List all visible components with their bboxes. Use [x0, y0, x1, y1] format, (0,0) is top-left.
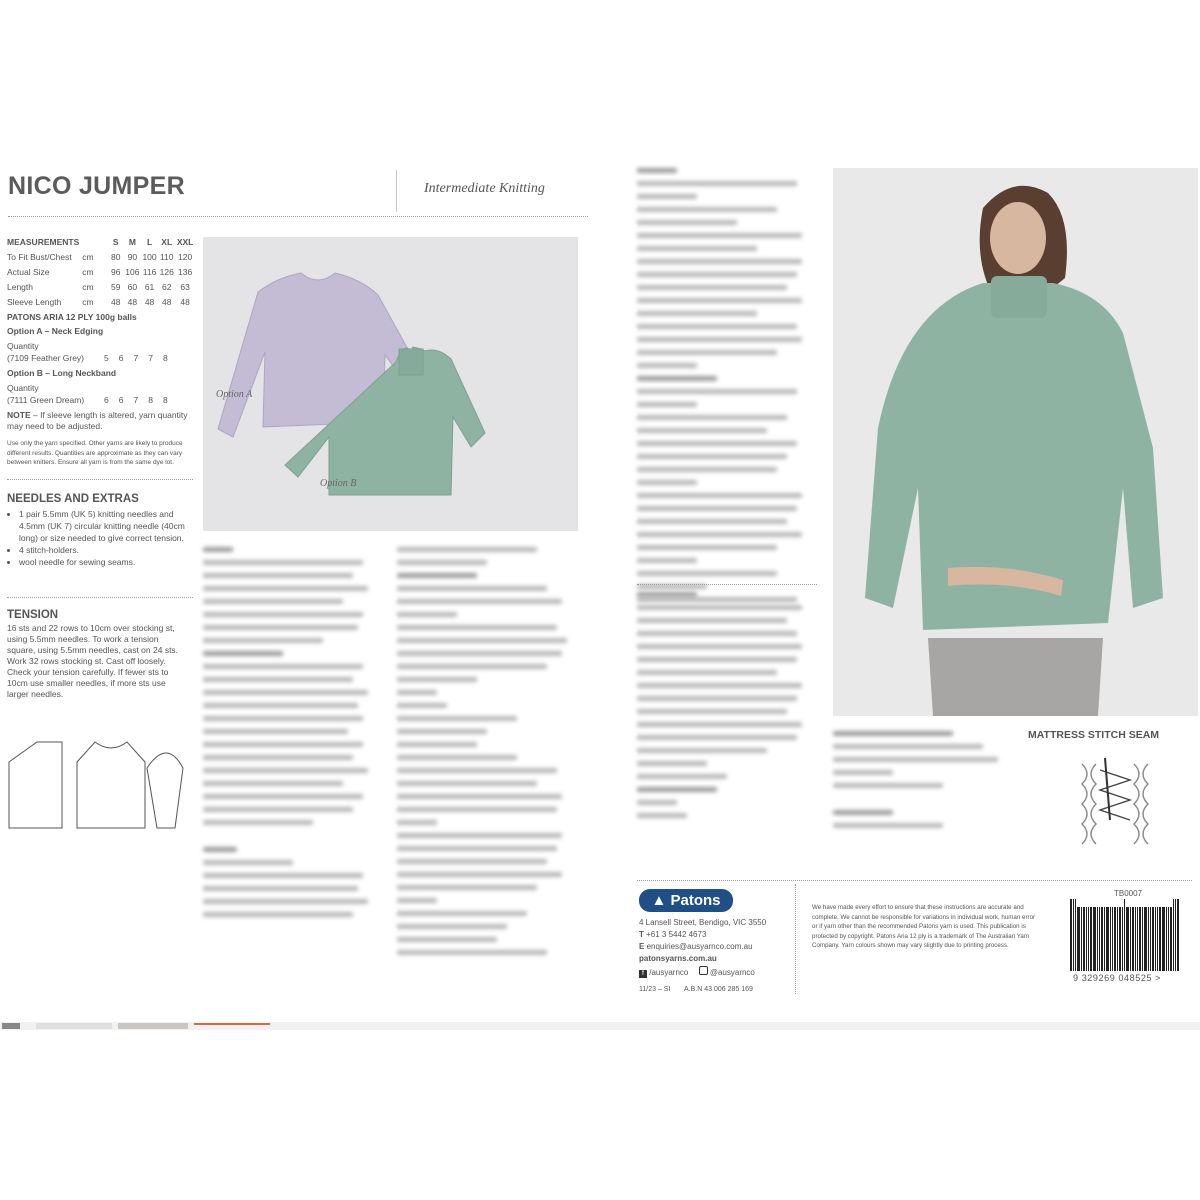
facebook-icon: f [639, 970, 647, 978]
neck-shaping-instructions [397, 547, 577, 963]
title-rule [8, 216, 588, 217]
measurement-value: 62 [162, 281, 172, 292]
option-a-caption: Option A [216, 389, 253, 400]
barcode-bar [1101, 907, 1103, 971]
email: enquiries@ausyarnco.com.au [646, 942, 753, 951]
model-photo [833, 168, 1198, 716]
long-neckband-instructions [833, 731, 1013, 836]
size-label: L [146, 236, 153, 247]
sleeves-instructions [637, 168, 817, 610]
barcode-bar [1142, 907, 1143, 971]
measurements-heading: MEASUREMENTS [7, 236, 80, 247]
facebook-handle: /ausyarnco [649, 968, 689, 977]
measurement-label: To Fit Bust/Chest [7, 251, 72, 262]
barcode-bar [1124, 899, 1125, 971]
measurement-value: 48 [180, 296, 190, 307]
barcode-bar [1166, 907, 1167, 971]
phone-label: T [639, 930, 644, 939]
instagram-icon [699, 966, 708, 975]
measurement-label: Actual Size [7, 266, 50, 277]
email-label: E [639, 942, 645, 951]
quantity-value: 6 [118, 353, 124, 363]
needles-heading: NEEDLES AND EXTRAS [7, 493, 139, 505]
barcode-bar [1117, 907, 1118, 971]
quantity-value: 7 [133, 395, 139, 405]
front-schematic [77, 742, 145, 828]
option-a-title: Option A – Neck Edging [7, 326, 104, 336]
barcode-bar [1114, 907, 1116, 971]
barcode-bar [1162, 907, 1165, 971]
barcode-bar [1177, 899, 1179, 971]
option-a-qty-label: Quantity [7, 341, 39, 351]
barcode-bar [1144, 907, 1147, 971]
option-a-colour: (7109 Feather Grey) [7, 353, 85, 363]
page-title: NICO JUMPER [8, 172, 185, 200]
barcode-bar [1097, 907, 1098, 971]
barcode-bar [1112, 907, 1113, 971]
measurement-unit: cm [82, 251, 94, 262]
option-a-quantities [104, 353, 168, 364]
quantity-value: 7 [148, 353, 153, 363]
section-rule [637, 584, 817, 585]
measurement-value: 61 [144, 281, 155, 292]
sleeve-schematic [147, 753, 183, 828]
back-front-instructions [203, 547, 378, 925]
measurement-value: 48 [162, 296, 172, 307]
thumbnail[interactable] [2, 1023, 20, 1029]
barcode-bar [1090, 907, 1092, 971]
option-b-quantities [104, 395, 168, 406]
measurement-value: 120 [178, 251, 193, 262]
website: patonsyarns.com.au [639, 954, 717, 963]
email-line [639, 941, 753, 952]
quantity-value: 8 [162, 353, 168, 363]
needles-list [7, 508, 199, 568]
model-illustration [833, 168, 1198, 716]
section-rule [7, 597, 193, 598]
measurement-unit: cm [82, 281, 94, 292]
brand-icon: ▲ [651, 892, 671, 909]
barcode-bar [1148, 907, 1149, 971]
barcode-bar [1075, 899, 1076, 971]
patons-logo [639, 889, 733, 912]
phone: +61 3 5442 4673 [646, 930, 707, 939]
measurement-value: 100 [142, 251, 157, 262]
measurement-value: 116 [142, 266, 157, 277]
instagram-handle: @ausyarnco [709, 968, 755, 977]
footer-rule [637, 880, 1192, 881]
measurement-label: Length [7, 281, 33, 292]
needles-item: • wool needle for sewing seams. [19, 556, 199, 568]
barcode-bar [1126, 907, 1129, 971]
barcode-bar [1130, 907, 1131, 971]
mattress-stitch-diagram [1070, 750, 1170, 850]
barcode-bar [1083, 907, 1085, 971]
barcode-bar [1139, 907, 1141, 971]
measurement-value: 126 [159, 266, 174, 277]
barcode-bar [1135, 907, 1136, 971]
barcode-bar [1157, 907, 1158, 971]
barcode-bar [1081, 907, 1082, 971]
barcode-bar [1137, 907, 1138, 971]
barcode-bar [1093, 907, 1096, 971]
measurement-label: Sleeve Length [7, 296, 62, 307]
option-b-colour: (7111 Green Dream) [7, 395, 85, 405]
measurements-header-row [7, 234, 196, 249]
measurement-unit: cm [82, 296, 94, 307]
measurement-value: 90 [127, 251, 138, 262]
garments-illustration [203, 237, 578, 531]
yarn-note-label: NOTE [7, 410, 31, 420]
barcode-bar [1119, 907, 1121, 971]
measurement-value: 80 [111, 251, 121, 262]
barcode-bar [1175, 899, 1176, 971]
measurement-value: 48 [127, 296, 138, 307]
phone-line [639, 929, 706, 940]
quantity-value: 8 [162, 395, 168, 405]
barcode [1070, 899, 1192, 971]
barcode-number: 9 329269 048525 > [1073, 973, 1162, 983]
jumper-collar [991, 276, 1047, 318]
measurement-value: 106 [125, 266, 140, 277]
size-label: S [112, 236, 119, 247]
tension-heading: TENSION [7, 609, 59, 621]
title-divider [396, 170, 397, 212]
back-schematic [9, 742, 62, 828]
measurement-value: 136 [178, 266, 193, 277]
measurement-value: 96 [111, 266, 121, 277]
measurement-value: 60 [127, 281, 138, 292]
barcode-bar [1077, 907, 1080, 971]
quantity-value: 6 [118, 395, 124, 405]
yarn-disclaimer: Use only the yarn specified. Other yarns are likely to produce different results. Quantities are approximate as they can vary between knitters. Ensure all yarn is from the same dye lot. [7, 440, 183, 466]
measurements-table [7, 234, 196, 309]
product-code: TB0007 [1114, 889, 1143, 898]
barcode-bar [1152, 907, 1154, 971]
barcode-bar [1170, 907, 1172, 971]
stitch-diagram-heading: MATTRESS STITCH SEAM [1028, 729, 1160, 741]
edition: 11/23 – SI [639, 986, 671, 993]
barcode-bar [1088, 907, 1089, 971]
measurement-value: 110 [159, 251, 174, 262]
option-b-title: Option B – Long Neckband [7, 368, 117, 378]
measurement-unit: cm [82, 266, 94, 277]
neck-options-instructions [637, 592, 817, 826]
measurement-value: 48 [144, 296, 155, 307]
yarn-note-text: – If sleeve length is altered, yarn quantity may need to be adjusted. [7, 410, 188, 431]
barcode-bar [1155, 907, 1156, 971]
yarn-note [7, 410, 193, 432]
legal-disclaimer: We have made every effort to ensure that these instructions are accurate and complete. We cannot be responsible for variations in individual work, human error or if yarn other than the recommended Patons yarn is used. This publication is protected by copyright. Patons Aria 12 ply is a trademark of The Australian Yarn Company. Yarn colours shown may vary slightly due to printing process. [812, 904, 1036, 949]
difficulty-label: Intermediate Knitting [424, 181, 545, 196]
yarn-heading: PATONS ARIA 12 PLY 100g balls [7, 312, 137, 322]
barcode-bar [1168, 907, 1169, 971]
barcode-bar [1122, 907, 1123, 971]
barcode-bar [1086, 907, 1087, 971]
tension-text: 16 sts and 22 rows to 10cm over stocking st, using 5.5mm needles. To work a tension square, using 5.5mm needles, cast on 24 sts. Work 32 rows stocking st. Cast off loosely. Check your tension carefully. If fewer sts to 10cm use smaller needles, if more sts use larger needles. [7, 623, 179, 699]
measurement-row [7, 279, 196, 294]
barcode-bar [1070, 899, 1072, 971]
needles-item: • 1 pair 5.5mm (UK 5) knitting needles and 4.5mm (UK 7) circular knitting needle (40cm long) or size needed to give correct tension. [19, 508, 199, 544]
size-label: XXL [176, 236, 194, 247]
option-b-caption: Option B [320, 478, 357, 489]
barcode-bar [1150, 907, 1151, 971]
address: 4 Lansell Street, Bendigo, VIC 3550 [639, 918, 767, 927]
garment-schematic [7, 740, 195, 832]
footer-divider [795, 884, 796, 994]
barcode-bar [1159, 907, 1161, 971]
barcode-bar [1104, 907, 1105, 971]
thumbnail[interactable] [118, 1023, 188, 1029]
barcode-bar [1073, 899, 1074, 971]
measurement-row [7, 294, 196, 309]
face [990, 202, 1046, 274]
abn: A.B.N 43 006 285 169 [684, 986, 753, 993]
option-b-qty-label: Quantity [7, 383, 39, 393]
barcode-bar [1110, 907, 1111, 971]
thumbnail-selected[interactable] [194, 1023, 270, 1031]
quantity-value: 5 [104, 353, 109, 363]
trousers [928, 638, 1103, 716]
measurement-value: 59 [111, 281, 121, 292]
quantity-value: 6 [104, 395, 109, 405]
barcode-bar [1132, 907, 1134, 971]
barcode-bar [1099, 907, 1100, 971]
measurement-row [7, 264, 196, 279]
section-rule [7, 479, 193, 480]
barcode-bar [1173, 899, 1174, 971]
barcode-bar [1106, 907, 1109, 971]
quantity-value: 7 [133, 353, 139, 363]
social-line [639, 966, 755, 978]
quantity-value: 8 [148, 395, 153, 405]
needles-item: • 4 stitch-holders. [19, 544, 199, 556]
measurement-value: 63 [180, 281, 190, 292]
brand-name: Patons [670, 892, 721, 909]
thumbnail[interactable] [36, 1023, 112, 1029]
size-label: M [128, 236, 136, 247]
garments-photo [203, 237, 578, 531]
measurement-value: 48 [111, 296, 121, 307]
size-label: XL [161, 236, 173, 247]
measurement-row [7, 249, 196, 264]
